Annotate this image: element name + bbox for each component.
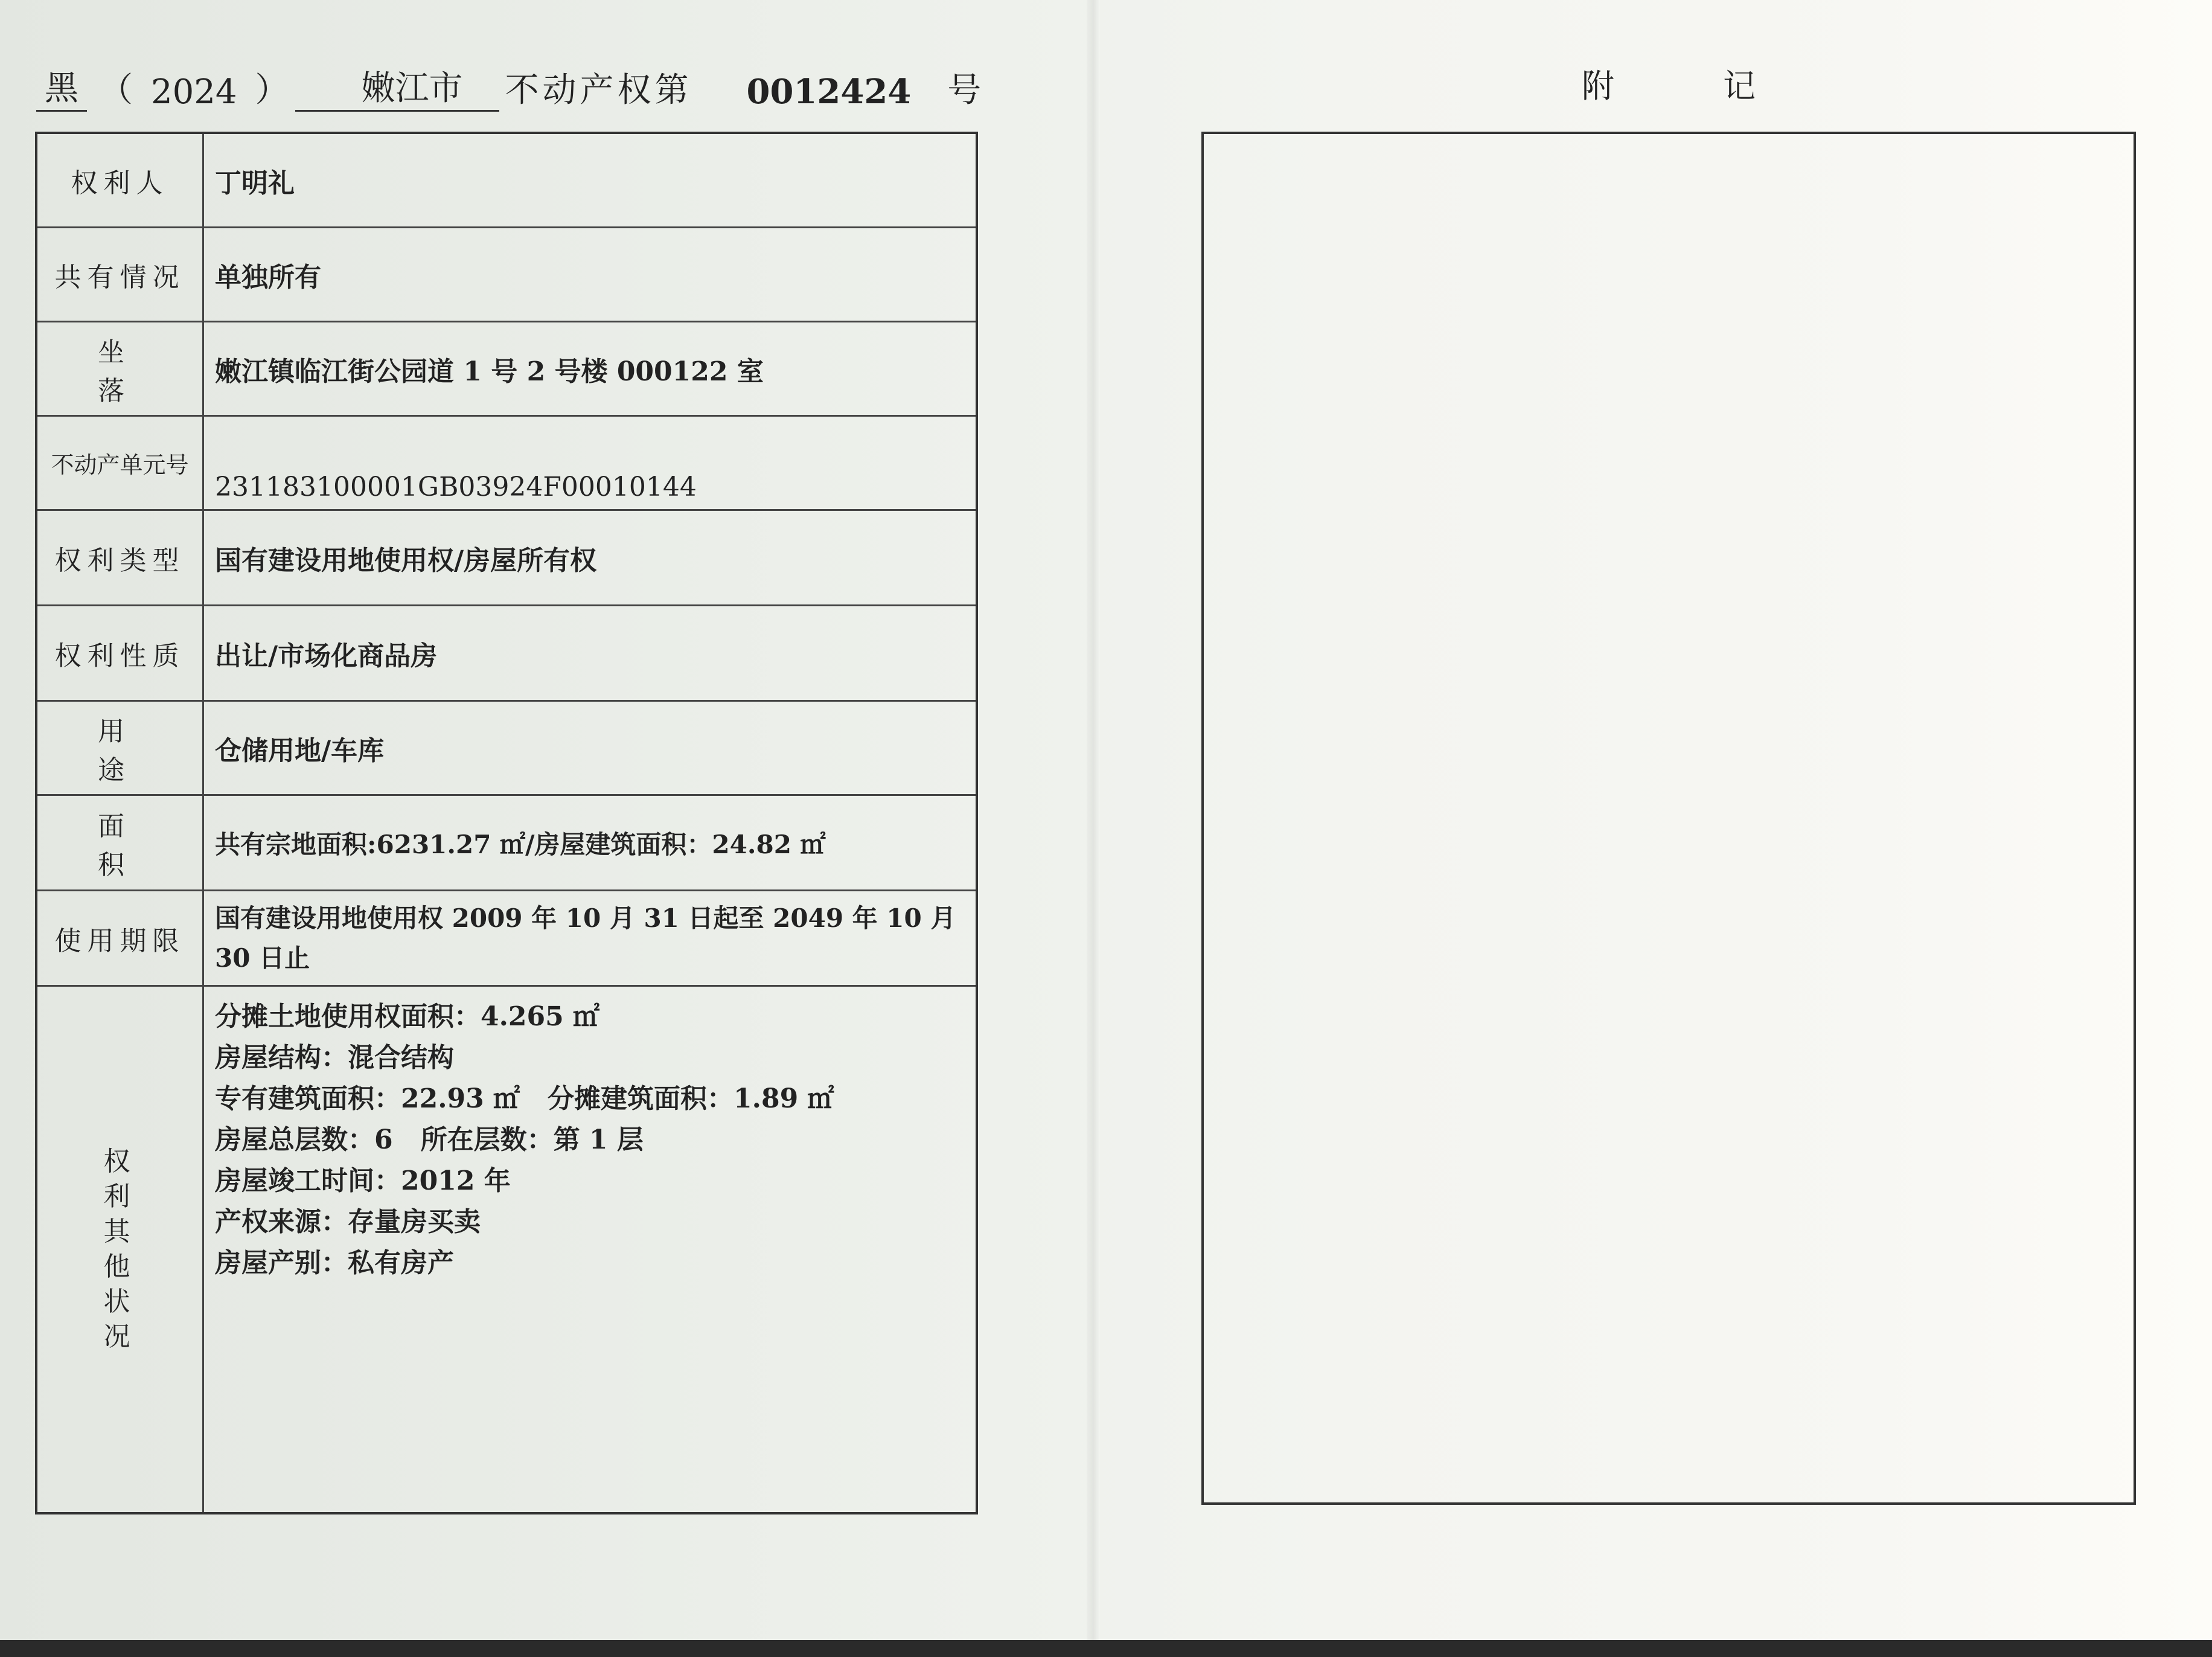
value-unit-number: 231183100001GB03924F00010144 xyxy=(215,472,697,502)
label-right-nature: 权利性质 xyxy=(37,606,204,700)
header-cert-suffix: 号 xyxy=(947,71,982,110)
other-line: 房屋竣工时间：2012 年 xyxy=(215,1165,511,1196)
header-paren-open: （ xyxy=(99,71,133,110)
row-other xyxy=(37,987,976,1512)
label-right-holder: 权利人 xyxy=(37,134,204,226)
label-other-char: 其 xyxy=(103,1216,136,1247)
value-right-type: 国有建设用地使用权/房屋所有权 xyxy=(215,545,597,576)
label-other-char: 利 xyxy=(103,1181,136,1212)
label-other xyxy=(37,987,204,1512)
value-area: 共有宗地面积:6231.27 ㎡/房屋建筑面积：24.82 ㎡ xyxy=(215,829,826,859)
value-right-nature: 出让/市场化商品房 xyxy=(215,640,438,671)
other-line: 专有建筑面积：22.93 ㎡ 分摊建筑面积：1.89 ㎡ xyxy=(215,1083,834,1114)
label-term: 使用期限 xyxy=(37,891,204,985)
label-area: 面积 xyxy=(37,796,204,889)
row-unit-number xyxy=(37,417,976,511)
value-right-holder: 丁明礼 xyxy=(215,167,295,199)
value-location: 嫩江镇临江街公园道 1 号 2 号楼 000122 室 xyxy=(215,356,764,387)
row-location xyxy=(37,322,976,417)
label-usage: 用途 xyxy=(37,702,204,794)
other-line: 分摊土地使用权面积：4.265 ㎡ xyxy=(215,1001,600,1032)
page-fold xyxy=(1087,0,1100,1657)
row-right-type xyxy=(37,511,976,606)
label-other-char: 他 xyxy=(103,1251,136,1282)
label-location: 坐落 xyxy=(37,322,204,415)
other-line: 房屋总层数：6 所在层数：第 1 层 xyxy=(215,1124,644,1155)
header-province: 黑 xyxy=(36,62,87,112)
certificate-header xyxy=(36,57,981,112)
appendix-box xyxy=(1201,132,2136,1505)
row-term xyxy=(37,891,976,987)
other-details xyxy=(215,996,834,1284)
header-city: 嫩江市 xyxy=(295,62,499,112)
row-usage xyxy=(37,702,976,796)
value-usage: 仓储用地/车库 xyxy=(215,735,385,766)
label-other-char: 况 xyxy=(103,1321,136,1352)
row-right-nature xyxy=(37,606,976,702)
value-ownership: 单独所有 xyxy=(215,261,321,293)
appendix-title: 附记 xyxy=(1582,67,1864,105)
registration-table xyxy=(35,132,978,1514)
other-line: 房屋产别：私有房产 xyxy=(215,1248,454,1278)
row-ownership xyxy=(37,228,976,322)
other-line: 房屋结构：混合结构 xyxy=(215,1042,454,1073)
header-cert-number: 0012424 xyxy=(746,72,912,112)
label-unit-number: 不动产单元号 xyxy=(37,417,204,509)
label-right-type: 权利类型 xyxy=(37,511,204,604)
header-year: 2024 xyxy=(151,72,237,112)
header-cert-prefix: 不动产权第 xyxy=(505,71,692,110)
row-area xyxy=(37,796,976,891)
label-other-char: 权 xyxy=(103,1146,136,1177)
row-right-holder xyxy=(37,134,976,228)
other-line: 产权来源：存量房买卖 xyxy=(215,1207,481,1237)
header-paren-close: ） xyxy=(255,71,289,110)
label-ownership: 共有情况 xyxy=(37,228,204,321)
value-term: 国有建设用地使用权 2009 年 10 月 31 日起至 2049 年 10 月 30 日止 xyxy=(215,903,956,973)
label-other-char: 状 xyxy=(103,1286,136,1317)
bottom-edge xyxy=(0,1640,2212,1657)
